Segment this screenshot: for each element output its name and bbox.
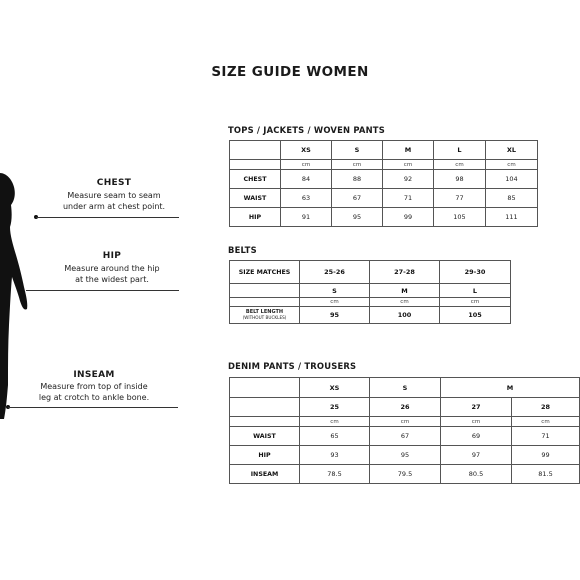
denim-corner-cell <box>230 378 300 398</box>
table-cell: 91 <box>281 208 332 227</box>
tops-size-table <box>229 140 538 227</box>
belts-match-1: 25-26 <box>300 261 370 284</box>
tops-size-s: S <box>332 141 383 160</box>
table-cell: 99 <box>512 446 580 465</box>
table-row <box>230 465 580 484</box>
tops-corner-cell <box>230 141 281 160</box>
belts-size-s: S <box>300 284 370 298</box>
table-cell: 95 <box>300 307 370 324</box>
table-cell: 65 <box>300 427 370 446</box>
denim-group-xs: XS <box>300 378 370 398</box>
table-cell: 105 <box>434 208 486 227</box>
hip-desc-2: at the widest part. <box>75 275 149 284</box>
denim-unit: cm <box>441 417 512 427</box>
table-cell: 100 <box>370 307 440 324</box>
table-cell: 77 <box>434 189 486 208</box>
denim-waist-26: 26 <box>370 398 441 417</box>
denim-group-s: S <box>370 378 441 398</box>
denim-unit-blank <box>230 417 300 427</box>
tops-size-m: M <box>383 141 434 160</box>
table-cell: 80.5 <box>441 465 512 484</box>
belts-match-2: 27-28 <box>370 261 440 284</box>
table-row <box>230 208 538 227</box>
row-label-waist: WAIST <box>230 427 300 446</box>
table-cell: 105 <box>440 307 511 324</box>
denim-unit: cm <box>300 417 370 427</box>
tops-section-title: TOPS / JACKETS / WOVEN PANTS <box>228 125 385 135</box>
chest-title: CHEST <box>96 178 132 188</box>
table-cell: 67 <box>332 189 383 208</box>
tops-unit: cm <box>486 160 538 170</box>
table-cell: 104 <box>486 170 538 189</box>
table-cell: 78.5 <box>300 465 370 484</box>
tops-size-xs: XS <box>281 141 332 160</box>
table-cell: 99 <box>383 208 434 227</box>
table-cell: 111 <box>486 208 538 227</box>
denim-waist-25: 25 <box>300 398 370 417</box>
table-cell: 92 <box>383 170 434 189</box>
table-cell: 63 <box>281 189 332 208</box>
tops-unit-blank <box>230 160 281 170</box>
table-row <box>230 427 580 446</box>
belts-matches-label: SIZE MATCHES <box>230 261 300 284</box>
belts-size-blank <box>230 284 300 298</box>
belts-unit: cm <box>300 298 370 307</box>
inseam-leader-line <box>8 407 178 408</box>
inseam-title: INSEAM <box>73 370 115 380</box>
denim-group-m: M <box>441 378 580 398</box>
table-cell: 85 <box>486 189 538 208</box>
table-cell: 79.5 <box>370 465 441 484</box>
row-label-waist: WAIST <box>230 189 281 208</box>
chest-leader-line <box>36 217 179 218</box>
belts-length-label-main: BELT LENGTH <box>245 309 284 315</box>
tops-unit: cm <box>332 160 383 170</box>
table-cell: 84 <box>281 170 332 189</box>
row-label-hip: HIP <box>230 446 300 465</box>
belts-length-label-sub: (WITHOUT BUCKLES) <box>242 315 287 320</box>
belts-section-title: BELTS <box>228 245 257 255</box>
table-cell: 93 <box>300 446 370 465</box>
inseam-desc-1: Measure from top of inside <box>40 382 148 391</box>
denim-waist-27: 27 <box>441 398 512 417</box>
tops-unit: cm <box>383 160 434 170</box>
belts-size-m: M <box>370 284 440 298</box>
table-cell: 98 <box>434 170 486 189</box>
denim-size-table <box>229 377 580 484</box>
table-row <box>230 189 538 208</box>
chest-desc-1: Measure seam to seam <box>67 191 161 200</box>
table-cell: 67 <box>370 427 441 446</box>
belts-match-3: 29-30 <box>440 261 511 284</box>
tops-size-xl: XL <box>486 141 538 160</box>
row-label-chest: CHEST <box>230 170 281 189</box>
row-label-inseam: INSEAM <box>230 465 300 484</box>
denim-section-title: DENIM PANTS / TROUSERS <box>228 361 357 371</box>
inseam-desc-2: leg at crotch to ankle bone. <box>38 393 150 402</box>
denim-waist-28: 28 <box>512 398 580 417</box>
table-cell: 71 <box>383 189 434 208</box>
belts-size-l: L <box>440 284 511 298</box>
denim-unit: cm <box>512 417 580 427</box>
table-cell: 69 <box>441 427 512 446</box>
denim-unit: cm <box>370 417 441 427</box>
hip-title: HIP <box>102 251 122 261</box>
table-row <box>230 307 511 324</box>
tops-unit: cm <box>281 160 332 170</box>
tops-size-l: L <box>434 141 486 160</box>
row-label-hip: HIP <box>230 208 281 227</box>
table-cell: 95 <box>332 208 383 227</box>
table-cell: 95 <box>370 446 441 465</box>
belts-size-table <box>229 260 511 324</box>
belts-unit-blank <box>230 298 300 307</box>
table-row <box>230 446 580 465</box>
denim-waist-blank <box>230 398 300 417</box>
table-cell: 97 <box>441 446 512 465</box>
belts-unit: cm <box>370 298 440 307</box>
table-cell: 88 <box>332 170 383 189</box>
chest-desc-2: under arm at chest point. <box>62 202 166 211</box>
hip-leader-line <box>26 290 179 291</box>
page-title: SIZE GUIDE WOMEN <box>211 64 369 80</box>
table-cell: 81.5 <box>512 465 580 484</box>
belts-unit: cm <box>440 298 511 307</box>
tops-unit: cm <box>434 160 486 170</box>
table-row <box>230 170 538 189</box>
table-cell: 71 <box>512 427 580 446</box>
belts-length-label <box>230 307 300 324</box>
hip-desc-1: Measure around the hip <box>64 264 160 273</box>
